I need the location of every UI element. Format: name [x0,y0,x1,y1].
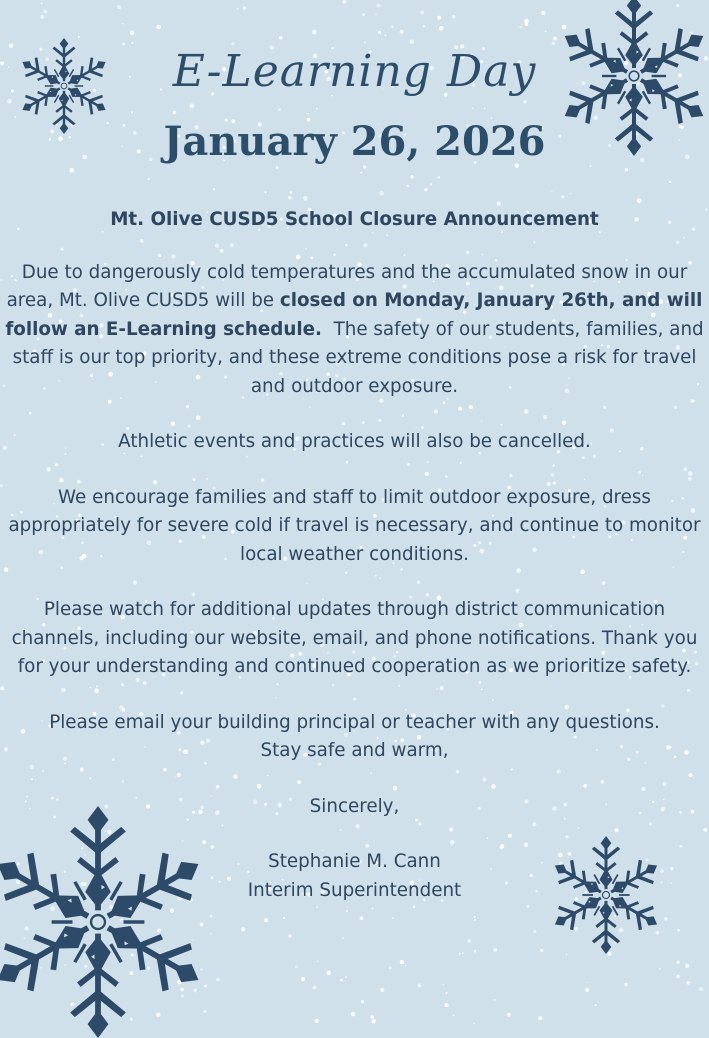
snow-dot [446,992,448,994]
snow-dot [372,908,374,910]
snow-dot [279,36,283,40]
snow-dot [312,985,316,989]
signer-name: Stephanie M. Cann [268,851,441,872]
snow-dot [507,1013,511,1017]
snow-dot [439,26,443,30]
snow-dot [264,918,268,922]
snow-dot [216,978,220,982]
snow-dot [519,26,522,29]
snow-dot [241,927,245,931]
snow-dot [474,950,477,953]
snow-dot [624,983,628,987]
snow-dot [444,1003,448,1007]
snow-dot [677,929,680,932]
snow-dot [237,8,239,10]
snow-dot [364,42,365,43]
snow-dot [317,961,318,962]
closure-text-lead: Due to dangerously cold temperatures and the accumulated snow in our area, Mt. Olive CUSD5 will be [6,261,688,311]
snow-dot [189,104,194,109]
snow-dot [533,930,536,933]
snow-dot [315,1019,319,1023]
snow-dot [316,907,318,909]
snow-dot [590,165,592,167]
snow-dot [400,30,404,34]
snow-dot [459,953,461,955]
e-learning-day-title: E-Learning Day [172,46,537,97]
snow-dot [360,916,363,919]
snow-dot [173,111,176,114]
snow-dot [541,11,545,15]
snow-dot [676,960,680,964]
signer-title: Interim Superintendent [247,879,462,901]
snow-dot [687,981,690,984]
snow-dot [406,185,409,188]
snow-dot [288,196,291,199]
snow-dot [360,172,362,174]
snow-dot [452,15,456,19]
snow-dot [342,937,343,938]
snow-dot [0,484,3,487]
stay-safe-line: Stay safe and warm, [260,740,449,761]
snow-dot [430,183,432,185]
snow-dot [276,166,279,169]
snow-dot [346,910,348,912]
announcement-heading: Mt. Olive CUSD5 School Closure Announcement [110,209,599,230]
safety-paragraph: We encourage families and staff to limit outdoor exposure, dress appropriately for severe cold if travel is necessary, and continue to monitor local weather conditions. [8,486,701,565]
announcement-body [4,206,709,905]
signature-block [4,848,705,905]
snow-dot [676,975,680,979]
snow-dot [493,948,497,952]
snow-dot [389,966,392,969]
snow-dot [561,195,564,198]
snow-dot [467,939,470,942]
snow-dot [122,23,123,24]
closure-paragraph [4,259,709,402]
snow-dot [437,16,441,20]
snow-dot [264,191,266,193]
snow-dot [312,30,317,35]
snow-dot [345,976,347,978]
snow-dot [587,982,588,983]
snow-dot [1,279,3,281]
snow-dot [420,11,424,15]
snow-dot [385,35,387,37]
snow-dot [379,191,384,196]
snow-dot [375,14,376,15]
snow-dot [290,191,293,194]
snow-dot [372,1019,376,1023]
snow-dot [40,15,44,19]
snow-dot [316,108,318,110]
snow-dot [130,30,135,35]
date-title: January 26, 2026 [163,118,546,165]
snow-dot [685,964,689,968]
questions-paragraph [4,709,705,766]
snow-dot [413,905,416,908]
snow-dot [70,168,74,172]
snow-dot [473,916,475,918]
snow-dot [213,188,215,190]
snow-dot [462,952,464,954]
closing: Sincerely, [309,795,400,817]
snow-dot [131,111,133,113]
snow-dot [472,107,474,109]
snow-dot [380,988,384,992]
snow-dot [443,984,445,986]
snow-dot [156,25,161,30]
snow-dot [438,176,441,179]
snow-dot [595,1004,597,1006]
snow-dot [117,5,121,9]
snow-dot [378,31,381,34]
snow-dot [585,988,589,992]
snow-dot [705,209,707,211]
snow-dot [699,987,704,992]
snow-dot [424,188,427,191]
snow-dot [148,178,150,180]
athletics-paragraph: Athletic events and practices will also be cancelled. [118,431,591,452]
snow-dot [288,934,291,937]
snow-dot [474,919,476,921]
snow-dot [453,1014,455,1016]
snow-dot [423,25,426,28]
snow-dot [494,999,496,1001]
snow-dot [538,1016,542,1020]
snow-dot [410,39,415,44]
snow-dot [122,42,125,45]
snow-dot [570,193,571,194]
updates-paragraph: Please watch for additional updates through district communication channels, including our website, email, and phone notifications. Thank you for your understanding and continued cooperation as we prioritize safety. [11,599,698,677]
snow-dot [41,2,43,4]
snow-dot [303,196,308,201]
snow-dot [392,917,394,919]
snow-dot [370,1015,374,1019]
snow-dot [295,965,298,968]
snow-dot [525,22,529,26]
snow-dot [351,1012,355,1016]
snow-dot [417,983,421,987]
closure-text-rest: The safety of our students, families, and staff is our top priority, and these extreme conditions pose a risk for travel and outdoor exposure. [12,318,709,397]
snow-dot [625,168,628,171]
snow-dot [43,10,47,14]
snow-dot [410,175,413,178]
snow-dot [551,191,552,192]
snow-dot [362,13,365,16]
snow-dot [363,166,366,169]
snow-dot [361,1000,364,1003]
snow-dot [405,965,406,966]
snow-dot [637,198,642,203]
snow-dot [400,960,404,964]
snow-dot [307,113,309,115]
snow-dot [659,968,661,970]
snow-dot [301,977,305,981]
snow-dot [545,30,547,32]
snow-dot [526,905,529,908]
snow-dot [391,26,393,28]
snow-dot [231,43,234,46]
snow-dot [342,0,346,4]
snow-dot [376,3,380,7]
snow-dot [326,971,330,975]
snow-dot [523,100,526,103]
snow-dot [243,6,246,9]
snow-dot [131,42,133,44]
snow-dot [340,979,343,982]
snow-dot [283,917,285,919]
snow-dot [484,108,486,110]
snow-dot [278,108,281,111]
snow-dot [669,180,672,183]
closure-text-bold: closed on Monday, January 26th, and will follow an E-Learning schedule. [5,290,703,340]
questions-line: Please email your building principal or teacher with any questions. [49,711,660,733]
